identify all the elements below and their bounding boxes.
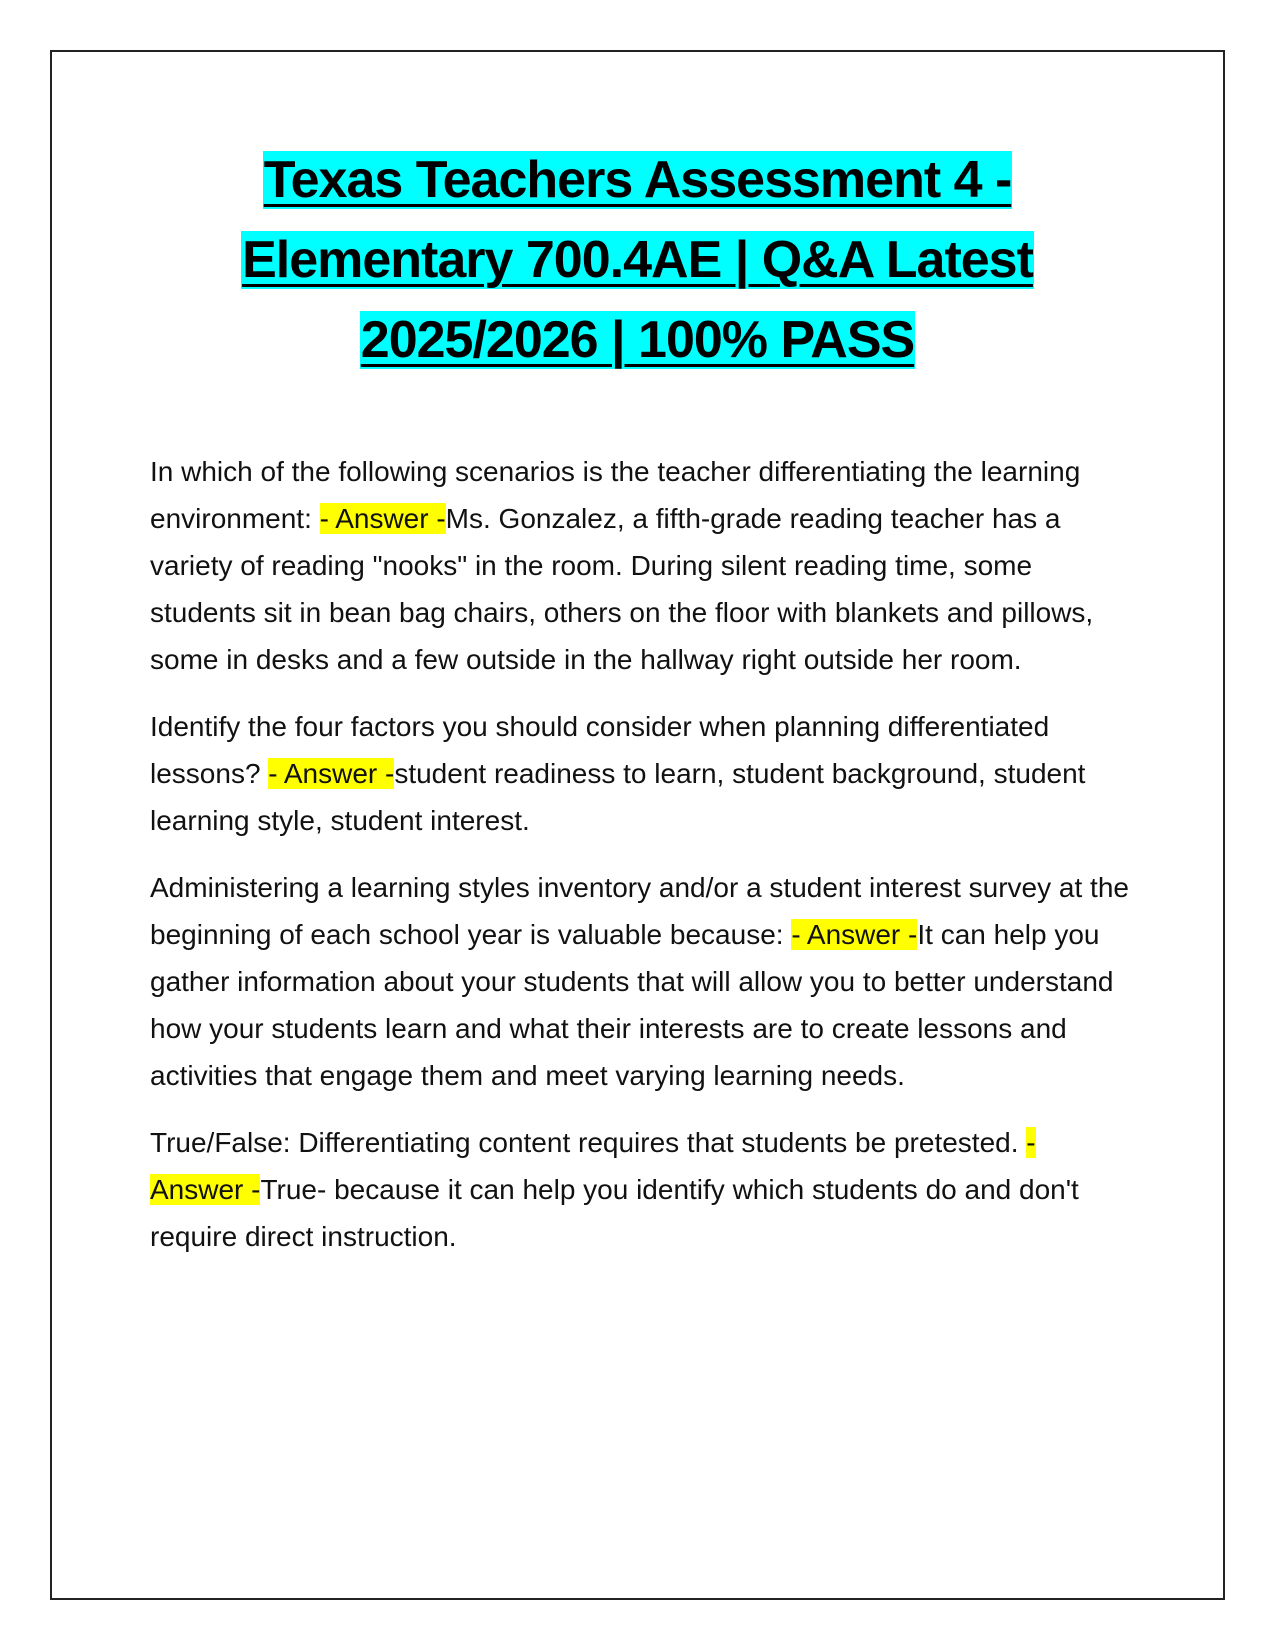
qa-item-1 <box>150 448 1130 683</box>
question-text: Administering a learning styles inventory and/or a student interest survey at the beginning of each school year is valuable because: <box>150 872 1129 950</box>
answer-marker: - Answer - <box>150 1127 1036 1205</box>
answer-marker: - Answer - <box>791 919 918 950</box>
question-text: In which of the following scenarios is the teacher differentiating the learning environment: <box>150 456 1081 534</box>
answer-marker: - Answer - <box>319 503 446 534</box>
title-line-2: Elementary 700.4AE | Q&A Latest <box>242 231 1033 289</box>
answer-text: student readiness to learn, student background, student learning style, student interest. <box>150 758 1086 836</box>
qa-item-4 <box>150 1119 1130 1260</box>
answer-text: It can help you gather information about your students that will allow you to better understand how your students learn and what their interests are to create lessons and activities that engage them and meet varying learning needs. <box>150 919 1114 1091</box>
answer-text: True- because it can help you identify which students do and don't require direct instruction. <box>150 1174 1079 1252</box>
qa-list <box>150 448 1130 1280</box>
answer-text: Ms. Gonzalez, a fifth-grade reading teacher has a variety of reading "nooks" in the room. During silent reading time, some students sit in bean bag chairs, others on the floor with blankets and pillows, some in desks and a few outside in the hallway right outside her room. <box>150 503 1094 675</box>
answer-marker: - Answer - <box>268 758 395 789</box>
title-line-3: 2025/2026 | 100% PASS <box>360 311 915 369</box>
qa-item-2 <box>150 703 1130 844</box>
title-line-1: Texas Teachers Assessment 4 - <box>263 151 1012 209</box>
question-text: Identify the four factors you should consider when planning differentiated lessons? <box>150 711 1050 789</box>
question-text: True/False: Differentiating content requires that students be pretested. <box>150 1127 1027 1158</box>
document-title <box>52 140 1223 380</box>
qa-item-3 <box>150 864 1130 1099</box>
